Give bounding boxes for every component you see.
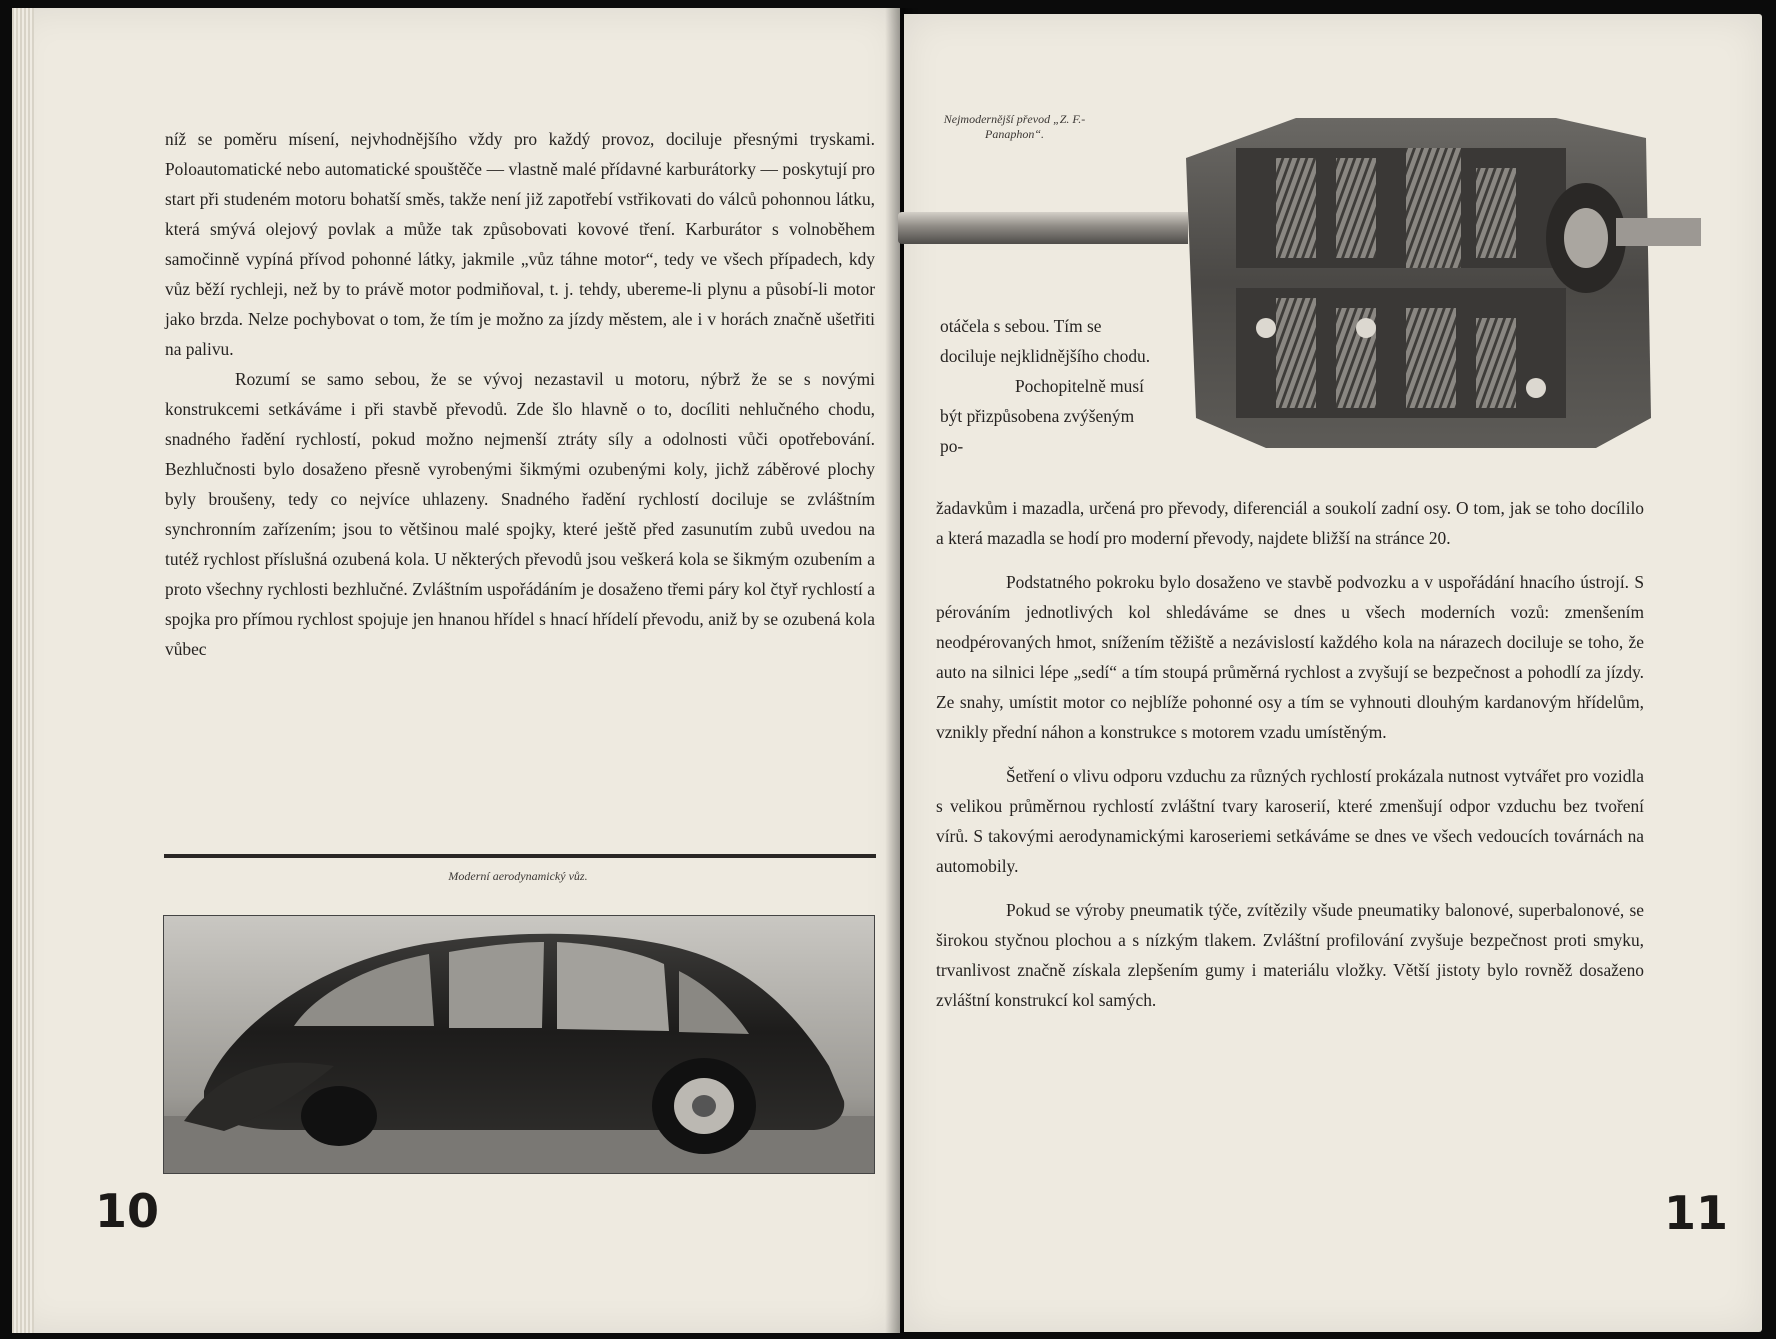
left-paragraph-2: Rozumí se samo sebou, že se vývoj nezastavil u motoru, nýbrž že se s novými konstrukcemi setkáváme i při stavbě převodů. Zde šlo hlavně o to, docíliti nehlučného chodu, snadného řadění rychlostí, pokud možno nejmenší ztráty síly a odolnosti vůči opotřebování. Bezhlučnosti bylo dosaženo přesně vyrobenými šikmými ozubenými koly, jichž záběrové plochy byly broušeny, tedy co nejvíce uhlazeny. Snadného řadění rychlostí dociluje se zvláštním synchronním zařízením; jsou to většinou malé spojky, které ještě před zasunutím zubů uvedou na tutéž rychlost příslušná ozubená kola. U některých převodů jsou veškerá kola se šikmým ozubením a proto všechny rychlosti bezhlučné. Zvláštním uspořádáním je dosaženo třemi páry kol čtyř rychlostí a spojka pro přímou rychlost spojuje jen hnanou hřídel s hnací hřídelí převodu, aniž by se ozubená kola vůbec: [165, 369, 875, 659]
right-page-text: [936, 493, 1644, 1015]
right-paragraph-1: žadavkům i mazadla, určená pro převody, diferenciál a soukolí zadní osy. O tom, jak se toho docílilo a která mazadla se hodí pro moderní převody, najdete bližší na stránce 20.: [936, 498, 1644, 548]
transmission-shaft: [898, 212, 1188, 244]
right-paragraph-4: Pokud se výroby pneumatik týče, zvítězily všude pneumatiky balonové, superbalonové, se širokou styčnou plochou a s nízkým tlakem. Zvláštní profilování zvyšuje bezpečnost proti smyku, trvanlivost značně získala zlepšením gumy i materiálu vložky. Větší jistoty bylo rovněž dosaženo zvláštní konstrukcí kol samých.: [936, 900, 1644, 1010]
right-narrow-paragraph-2: Pochopitelně musí být přizpůsobena zvýšeným po-: [940, 376, 1144, 456]
caption-rule: [164, 854, 876, 858]
left-page-text: [165, 124, 875, 664]
right-paragraph-3: Šetření o vlivu odporu vzduchu za různých rychlostí prokázala nutnost vytvářet pro vozidla s velikou průměrnou rychlostí zvláštní tvary karoserií, které zmenšují odpor vzduchu bez tvoření vírů. S takovými aerodynamickými karoseriemi setkáváme se dnes ve všech vedoucích továrnách na automobily.: [936, 766, 1644, 876]
transmission-photo-caption: Nejmodernější převod „Z. F.-Panaphon“.: [943, 112, 1086, 141]
aerodynamic-car-photo: [163, 915, 875, 1174]
right-narrow-text: [940, 311, 1155, 461]
right-paragraph-2: Podstatného pokroku bylo dosaženo ve stavbě podvozku a v uspořádání hnacího ústrojí. S pérováním jednotlivých kol shledáváme se dnes u všech moderních vozů: zmenšením neodpérovaných hmot, snížením těžiště a nezávislostí každého kola na nárazech dociluje se toho, že auto na silnici lépe „sedí“ a tím stoupá průměrná rychlost a zvyšují se bezpečnost a pohodlí za jízdy. Ze snahy, umístit motor co nejblíže pohonné osy a tím se vyhnouti dlouhým kardanovým hřídelům, vznikly přední náhon a konstrukce s motorem vzadu umístěným.: [936, 572, 1644, 742]
car-photo-caption: Moderní aerodynamický vůz.: [448, 869, 588, 883]
page-number-right: 11: [1664, 1186, 1729, 1240]
transmission-photo: [1176, 118, 1704, 448]
left-paragraph-1: níž se poměru mísení, nejvhodnějšího vždy pro každý provoz, dociluje přesnými tryskami. Poloautomatické nebo automatické spouštěče — vlastně malé přídavné karburátorky — poskytují pro start při studeném motoru bohatší směs, takže není již zapotřebí vstřikovati do válců pohonnou látku, která smývá olejový povlak a může tak způsobovati kovové tření. Karburátor s volnoběhem samočinně vypíná přívod pohonné látky, jakmile „vůz táhne motor“, tedy ve všech případech, kdy vůz běží rychleji, než by to právě motor podmiňoval, t. j. tehdy, ubereme-li plynu a působí-li motor jako brzda. Nelze pochybovat o tom, že tím je možno za jízdy městem, ale i v horách značně ušetřiti na palivu.: [165, 129, 875, 359]
page-number-left: 10: [95, 1184, 160, 1238]
right-narrow-paragraph-1: otáčela s sebou. Tím se dociluje nejklidnějšího chodu.: [940, 316, 1151, 366]
